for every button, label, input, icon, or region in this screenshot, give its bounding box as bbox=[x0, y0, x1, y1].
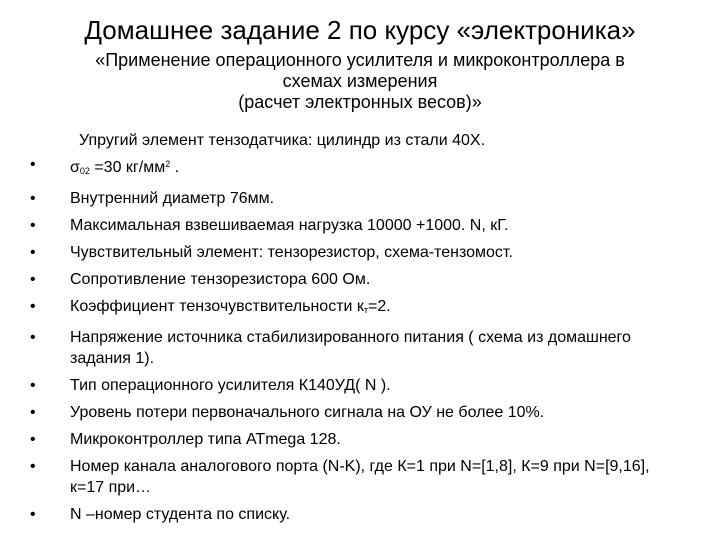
sigma-value: =30 кг/мм bbox=[89, 159, 166, 176]
bullet-icon: • bbox=[30, 431, 36, 448]
list-item-text: Сопротивление тензорезистора 600 Ом. bbox=[70, 271, 371, 288]
list-item-text: Номер канала аналогового порта (N-K), где К=1 при N=[1,8], К=9 при N=[9,16], к=17 при… bbox=[70, 458, 650, 496]
list-item-coefficient bbox=[30, 296, 670, 321]
subtitle-line-2: схемах измерения bbox=[282, 71, 438, 91]
bullet-icon: • bbox=[30, 329, 36, 346]
list-item-text: N –номер студента по списку. bbox=[70, 506, 291, 523]
list-item-sigma bbox=[30, 154, 670, 182]
bullet-list bbox=[30, 154, 670, 531]
k-subscript: т bbox=[363, 305, 369, 315]
list-item bbox=[30, 188, 670, 209]
bullet-icon: • bbox=[30, 404, 36, 421]
subtitle-line-3: (расчет электронных весов)» bbox=[238, 92, 482, 112]
sigma-symbol: σ bbox=[70, 159, 80, 176]
slide-subtitle bbox=[40, 50, 680, 113]
list-item bbox=[30, 269, 670, 290]
list-item-text: Уровень потери первоначального сигнала на ОУ не более 10%. bbox=[70, 404, 545, 421]
bullet-icon: • bbox=[30, 244, 36, 261]
k-tail: =2. bbox=[368, 298, 391, 315]
list-item bbox=[30, 242, 670, 263]
list-item bbox=[30, 375, 670, 396]
bullet-icon: • bbox=[30, 156, 36, 173]
list-item bbox=[30, 215, 670, 236]
intro-text: Упругий элемент тензодатчика: цилиндр из стали 40Х. bbox=[79, 132, 486, 149]
bullet-icon: • bbox=[30, 271, 36, 288]
bullet-icon: • bbox=[30, 217, 36, 234]
sigma-tail: . bbox=[170, 159, 180, 176]
bullet-icon: • bbox=[30, 190, 36, 207]
list-item-text: Напряжение источника стабилизированного питания ( схема из домашнего задания 1). bbox=[70, 329, 631, 367]
list-item-text: Коэффициент тензочувствительности к bbox=[70, 298, 364, 315]
list-item-text: Внутренний диаметр 76мм. bbox=[70, 190, 275, 207]
list-item bbox=[30, 402, 670, 423]
list-item-text: Чувствительный элемент: тензорезистор, схема-тензомост. bbox=[70, 244, 513, 261]
bullet-icon: • bbox=[30, 298, 36, 315]
bullet-icon: • bbox=[30, 377, 36, 394]
list-item bbox=[30, 429, 670, 450]
list-item-text: Максимальная взвешиваемая нагрузка 10000 +1000. N, кГ. bbox=[70, 217, 509, 234]
bullet-icon: • bbox=[30, 458, 36, 475]
list-item-text: Микроконтроллер типа ATmega 128. bbox=[70, 431, 341, 448]
sigma-superscript: 2 bbox=[165, 159, 171, 169]
bullet-icon: • bbox=[30, 506, 36, 523]
list-item-text: Тип операционного усилителя К140УД( N ). bbox=[70, 377, 391, 394]
list-item bbox=[30, 327, 670, 369]
subtitle-line-1: «Применение операционного усилителя и микроконтроллера в bbox=[95, 50, 625, 70]
slide-title: Домашнее задание 2 по курсу «электроника» bbox=[84, 15, 636, 45]
list-item bbox=[30, 456, 670, 498]
list-item bbox=[30, 504, 670, 525]
sigma-subscript: 02 bbox=[79, 166, 90, 176]
